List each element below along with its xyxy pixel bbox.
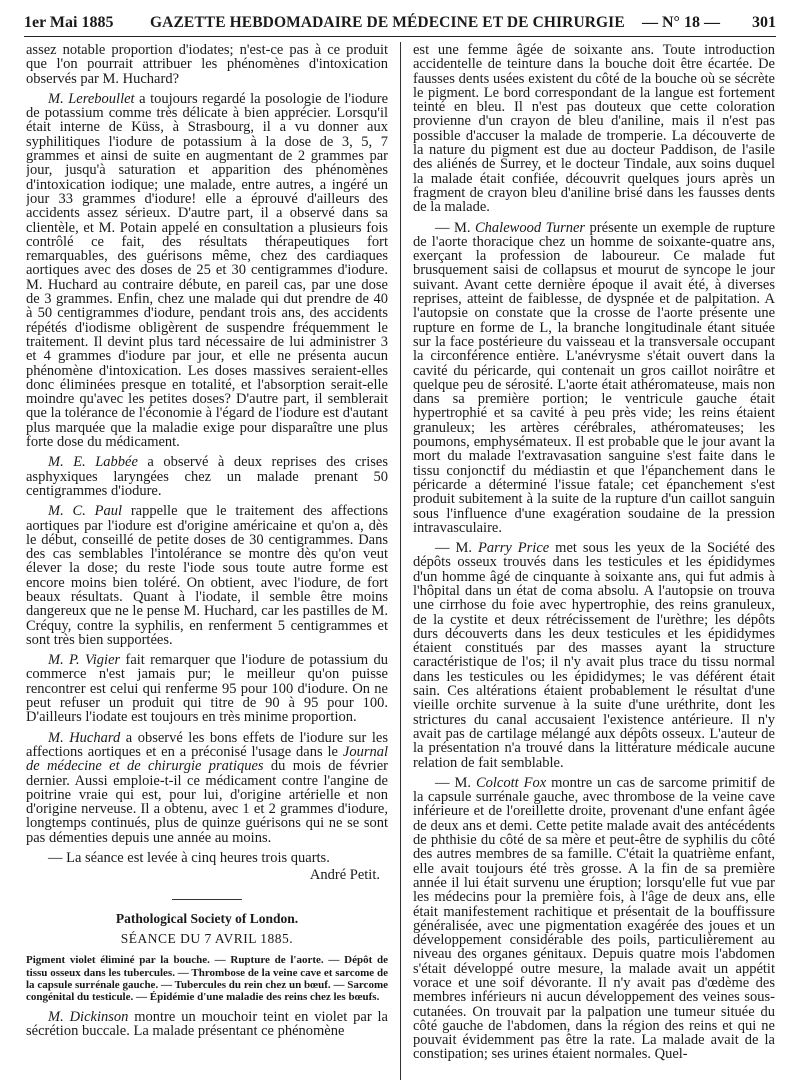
speaker-name: M. E. Labbée	[48, 454, 138, 471]
paragraph-text: a observé à deux reprises des crises asphyxiques laryngées chez un malade prenant 50 centigrammes d'iodure.	[26, 454, 388, 499]
signature: André Petit.	[309, 867, 380, 884]
dash-lead: — M.	[435, 219, 476, 236]
header-page-number: 301	[752, 14, 776, 31]
header-journal-title: GAZETTE HEBDOMADAIRE DE MÉDECINE ET DE CHIRURGIE	[150, 14, 625, 31]
paragraph-vigier	[26, 653, 388, 724]
paragraph-dickinson	[26, 1010, 388, 1039]
speaker-name: Colcott Fox	[475, 774, 547, 791]
paragraph-huchard	[26, 731, 388, 845]
section-divider	[172, 899, 242, 900]
paragraph-text: du mois de février dernier. Aussi emploie-t-il ce médicament contre l'angine de poitrine vraie qui est, pour lui, d'origine artérielle et non d'origine nerveuse. Il a obtenu, avec 1 et 2 grammes d'iodure, longtemps continués, plus de quinze guérisons qui ne se sont pas démenties depuis une année au moins.	[26, 758, 388, 846]
paragraph-text: fait remarquer que l'iodure de potassium du commerce n'est jamais pur; le meilleur qu'on puisse rencontrer est celui qui renferme 95 pour 100 d'iodure. On ne peut refuser un produit qui titre de 90 à 95 pour 100. D'ailleurs l'iodate est toujours en très minime proportion.	[26, 652, 388, 726]
speaker-name: Chalewood Turner	[475, 219, 586, 236]
speaker-name: M. P. Vigier	[48, 652, 121, 669]
paragraph-paul	[26, 504, 388, 647]
paragraph-text: rappelle que le traitement des affections aortiques par l'iodure est d'origine américaine et qu'on a, dès le début, conseillé de petite doses de 30 centigrammes. Dans des cas semblables l'intolérance se montre dès qu'on veut élever la dose; du reste l'iode sous toute autre forme est encore moins bien toléré. On obtient, avec l'iodure, de fort beaux résultats. Quant à l'iodate, il semble être moins dangereux que ne le pense M. Huchard, car les pastilles de M. Créquy, contre la syphilis, en renferment 5 centigrammes et sont très bien supportées.	[26, 503, 388, 648]
paragraph-text: met sous les yeux de la Société des dépôts osseux trouvés dans les testicules et les épididymes d'un homme âgé de cinquante à soixante ans, qui fut admis à l'hôpital dans un état de coma absolu. A l'autopsie on trouva une cirrhose du foie avec hypertrophie, des reins granuleux, de la cystite et deux rétrécissement de l'urèthre; les dépôts durs découverts dans les deux testicules et les épididymes étaient constitués par des masses ayant la structure caractéristique de l'os; il n'y avait plus trace du tissu normal dans les testicules ou les épididymes; le vas déférent était sain. Ces altérations étaient probablement le résultat d'une vieille orchite survenue à la suite d'une uréthrite, dont les strictures du canal accusaient l'existence antérieure. Il n'y avait pas de cartilage mélangé aux dépôts osseux. L'auteur de la présentation n'a trouvé dans la littérature médicale aucune relation de fait semblable.	[413, 540, 775, 771]
closing-line: — La séance est levée à cinq heures trois quarts.	[48, 850, 330, 867]
paragraph-text: a toujours regardé la posologie de l'iodure de potassium comme très délicate à bien apprécier. Lorsqu'il était interne de Küss, à Strasbourg, il a vu donner aux syphilitiques l'iodure de potassium à la dose de 3, 5, 7 grammes et ainsi de suite en augmentant de 2 grammes par jour, jusqu'à saturation et apparition des phénomènes d'intoxication iodique; une malade, entre autres, a ingéré un jour 33 grammes d'iodure! elle a éprouvé d'ailleurs des accidents assez sérieux. D'autre part, il a observé dans sa clientèle, et M. Potain appelé en consultation a plusieurs fois contrôlé ce fait, des résultats thérapeutiques fort remarquables, des guérisons même, chez des cardiaques aortiques avec des doses de 25 et 30 centigrammes d'iodure. M. Huchard au contraire débute, en pareil cas, par une dose de 3 grammes. Enfin, chez une malade qui dut prendre de 40 à 50 centigrammes d'iodure, pendant trois ans, des accidents répétés d'iodisme obligèrent de suspendre fréquemment le traitement. Il devint plus tard nécessaire de lui administrer 3 et 4 grammes d'iodure par jour, et elle ne présenta aucun phénomène d'intoxication. Les doses massives seraient-elles donc éliminées presque en totalité, et l'absorption serait-elle moindre qu'avec les petites doses? D'autre part, il semblerait que la tolérance de l'économie à l'égard de l'iodure est d'autant plus marquée que la maladie exige pour disparaître une plus forte dose du médicament.	[26, 90, 388, 451]
paragraph-price	[413, 541, 775, 770]
paragraph-text: montre un cas de sarcome primitif de la capsule surrénale gauche, avec thrombose de la veine cave inférieure et de l'oreillette droite, provenant d'une enfant âgée de deux ans et demi. Cette petite malade avait des antécédents de phthisie du côté de sa mère et peut-être de syphilis du côté des autres membres de sa famille. C'était la quatrième enfant, elle avait toujours été très grosse. A la fin de sa première année il lui était survenu une éruption; lorsqu'elle fut vue par les médecins pour la première fois, à l'âge de deux ans, elle était manifestement rachitique et présentait de la bouffissure généralisée, avec une pigmentation exagérée des joues et un développement considérable des poils, particulièrement au niveau des organes génitaux. Depuis quatre mois l'abdomen s'était développé outre mesure, la malade avait un appétit vorace et une soif dévorante. Il n'y avait pas d'œdème des membres inférieurs ni aucun développement des veines sous-cutanées. On trouvait par la palpation une tumeur située du côté gauche de l'abdomen, dans la région des reins et qui ne pouvait évidemment pas être la rate. La malade avait de la constipation; ses urines étaient normales. Quel-	[413, 774, 775, 1063]
paragraph-text: a observé les bons effets de l'iodure sur les affections aortiques et en a préconisé l'usage dans le	[26, 729, 388, 760]
right-column	[413, 43, 775, 1079]
session-date: SÉANCE DU 7 AVRIL 1885.	[120, 930, 294, 946]
session-summary: Pigment violet éliminé par la bouche. — Rupture de l'aorte. — Dépôt de tissu osseux dans les tubercules. — Thrombose de la veine cave et sarcome de la capsule surrénale gauche. — Tubercules du rein chez un bœuf. — Sarcome congénital du testicule. — Épidémie d'une maladie des reins chez les bœufs.	[26, 954, 388, 1004]
paragraph-labbee	[26, 455, 388, 498]
column-divider	[400, 42, 401, 1080]
speaker-name: M. Lereboullet	[48, 90, 135, 107]
journal-title: Journal de médecine et de chirurgie pratiques	[26, 743, 388, 775]
speaker-name: M. Dickinson	[48, 1008, 129, 1025]
paragraph-text: montre un mouchoir teint en violet par la sécrétion buccale. La malade présentant ce phénomène	[26, 1008, 388, 1040]
dash-lead: — M.	[435, 774, 476, 791]
paragraph-iodates: assez notable proportion d'iodates; n'est-ce pas à ce produit que l'on pourrait attribuer les phénomènes d'intoxication observés par M. Huchard?	[26, 43, 388, 87]
header-date: 1er Mai 1885	[24, 14, 114, 31]
paragraph-lereboullet	[26, 92, 388, 449]
header-issue-number: — N° 18 —	[642, 14, 720, 31]
left-column	[26, 43, 388, 1079]
paragraph-text: présente un exemple de rupture de l'aorte thoracique chez un homme de soixante-quatre ans, exerçant la profession de laboureur. Ce malade fut brusquement saisi de collapsus et mourut de syncope le jour suivant. Avant cette dernière époque il avait été, à diverses reprises, atteint de faiblesse, de dyspnée et de palpitation. A l'autopsie on constate que la crosse de l'aorte présente une rupture en forme de L, la branche longitudinale étant située sur la face postérieure du vaisseau et la transversale occupant la circonférence entière. L'anévrysme s'était ouvert dans la cavité du péricarde, qui contenait un gros caillot noirâtre et quelque peu de sérosité. L'aorte était athéromateuse, mais non dans sa première portion; le ventricule gauche était hypertrophié et sa cavité à peu près vide; les reins étaient granuleux; les artères cérébrales, athéromateuses; les poumons, emphysémateux. Il est probable que le jour avant la mort du malade l'extravasation sanguine s'est faite dans le tissu conjonctif du médiastin et que l'épanchement dans le péricarde a déterminé l'issue fatale; cet épanchement s'est produit subitement à la suite de la rupture d'un caillot sanguin sous l'influence d'une exagération soudaine de la pression intravasculaire.	[413, 219, 775, 536]
speaker-name: M. C. Paul	[48, 503, 123, 520]
speaker-name: Parry Price	[477, 540, 550, 557]
paragraph-fox	[413, 776, 775, 1062]
running-header	[24, 12, 776, 37]
paragraph-turner	[413, 221, 775, 536]
dash-lead: — M.	[435, 540, 478, 557]
paragraph-dickinson-cont: est une femme âgée de soixante ans. Toute introduction accidentelle de teinture dans la bouche doit être écartée. De fausses dents usées existent du côté de la bouche où se sécrète le pigment. Le bord correspondant de la langue est fortement teinté en bleu. Il n'est pas douteux que cette coloration provienne d'un crayon de bleu d'aniline, mais il n'est pas possible d'accuser la malade de tromperie. La découverte de la nature du pigment est due au docteur Paddison, de l'asile des aliénés de Surrey, et le docteur Tindale, aux soins duquel la malade était confiée, découvrit quelques jours après un fragment de crayon bleu d'aniline brisé dans les fausses dents de la malade.	[413, 43, 775, 216]
society-title: Pathological Society of London.	[115, 910, 299, 926]
speaker-name: M. Huchard	[48, 729, 121, 746]
